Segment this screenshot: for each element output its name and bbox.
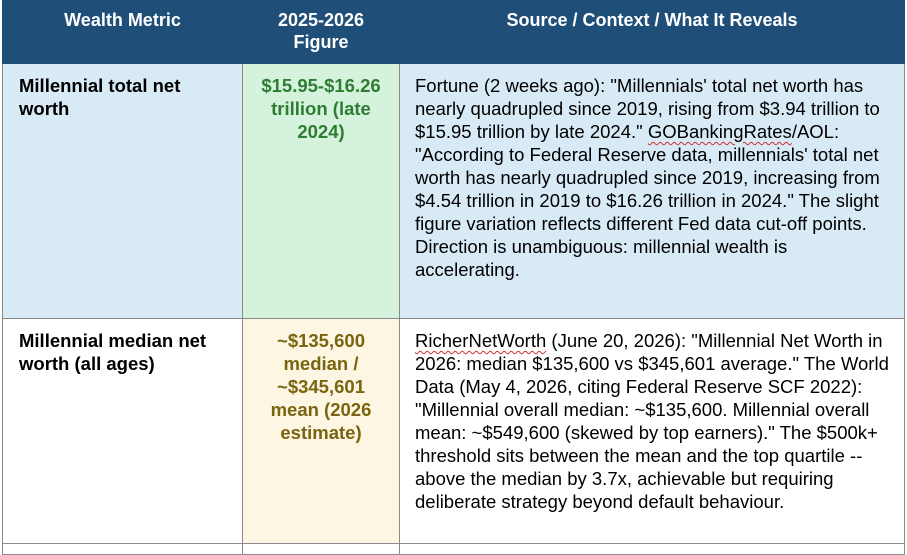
figure-cell: $15.95-$16.26 trillion (late 2024) (243, 64, 400, 319)
header-wealth-metric: Wealth Metric (3, 1, 243, 64)
table-row-partial (3, 544, 905, 555)
metric-cell: Millennial total net worth (3, 64, 243, 319)
source-cell (400, 319, 905, 544)
header-source-context: Source / Context / What It Reveals (400, 1, 905, 64)
spellcheck-flagged-word: RicherNetWorth (415, 330, 547, 351)
empty-cell (3, 544, 243, 555)
source-text: Fortune (2 weeks ago): "Millennials' total net worth has nearly quadrupled since 2019, rising from $3.94 trillion to $15.95 trillion by late 2024." (415, 75, 880, 142)
source-cell (400, 64, 905, 319)
table-row (3, 64, 905, 319)
empty-cell (400, 544, 905, 555)
empty-cell (243, 544, 400, 555)
figure-cell: ~$135,600 median / ~$345,601 mean (2026 estimate) (243, 319, 400, 544)
header-figure: 2025-2026 Figure (243, 1, 400, 64)
table-row (3, 319, 905, 544)
source-text: /AOL: "According to Federal Reserve data, millennials' total net worth has nearly quadrupled since 2019, increasing from $4.54 trillion in 2019 to $16.26 trillion in 2024." The slight figure variation reflects different Fed data cut-off points. Direction is unambiguous: millennial wealth is accelerating. (415, 121, 880, 280)
spellcheck-flagged-word: GOBankingRates (647, 121, 792, 142)
wealth-table (2, 0, 905, 555)
source-text: (June 20, 2026): "Millennial Net Worth in 2026: median $135,600 vs $345,601 average." The World Data (May 4, 2026, citing Federal Reserve SCF 2022): "Millennial overall median: ~$135,600. Millennial overall mean: ~$549,600 (skewed by top earners)." The $500k+ threshold sits between the mean and the top quartile -- above the median by 3.7x, achievable but requiring deliberate strategy beyond default behaviour. (415, 330, 889, 512)
header-row (3, 1, 905, 64)
metric-cell: Millennial median net worth (all ages) (3, 319, 243, 544)
